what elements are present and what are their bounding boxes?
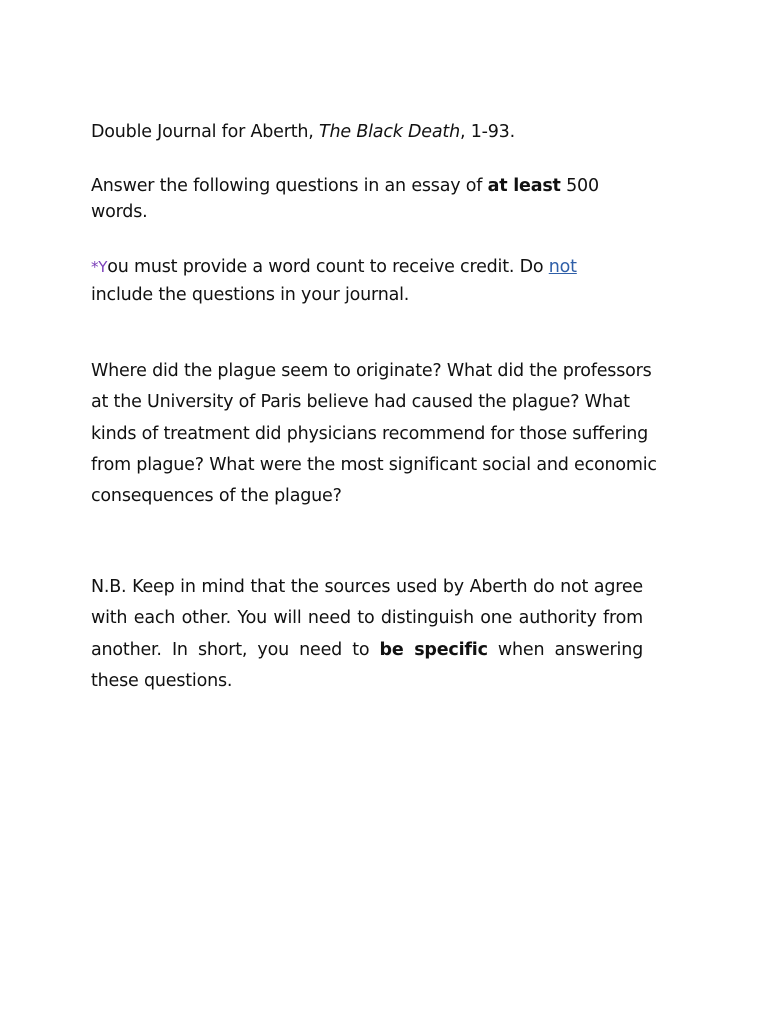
questions-paragraph: Where did the plague seem to originate? What did the professors at the University of Paris believe had caused the plague? What kinds of treatment did physicians recommend for those suffering from plague? What were the most significant social and economic consequences of the plague? (91, 361, 657, 507)
instructions-emphasis: at least (487, 176, 561, 196)
book-title: The Black Death (319, 122, 460, 142)
nb-before: N.B. Keep in mind that the sources used by Aberth do not agree with each other. You will need to distinguish one authority from another. In short, you need to (91, 577, 643, 660)
notice-text-b: include the questions in your journal. (91, 285, 410, 305)
notice-text-a: ou must provide a word count to receive credit. Do (107, 257, 549, 277)
notice-star: *Y (91, 258, 108, 276)
instructions-after: 500 words. (91, 176, 599, 222)
nb-after: when answering these questions. (91, 639, 644, 691)
nb-emphasis: be specific (379, 639, 488, 660)
notice-link-not[interactable]: not (548, 257, 577, 277)
essay-instructions (91, 173, 643, 225)
title-suffix: , 1-93. (459, 122, 515, 142)
instructions-before: Answer the following questions in an essay of (91, 176, 488, 196)
nb-paragraph (91, 572, 643, 697)
document-title (91, 119, 643, 145)
title-prefix: Double Journal for Aberth, (91, 122, 320, 142)
word-count-notice (91, 253, 643, 309)
